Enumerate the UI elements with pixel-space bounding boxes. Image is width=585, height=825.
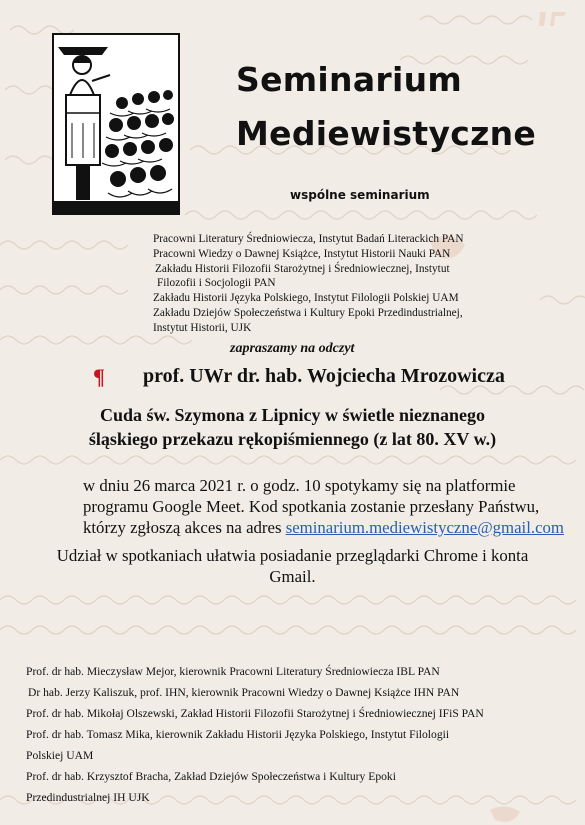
organizer-line: Przedindustrialnej IH UJK (26, 791, 150, 804)
meeting-info-line: programu Google Meet. Kod spotkania zostanie przesłany Państwu, (83, 497, 540, 516)
institution-line: Zakładu Historii Języka Polskiego, Instytut Filologii Polskiej UAM (153, 292, 459, 305)
organizer-line: Dr hab. Jerzy Kaliszuk, prof. IHN, kierownik Pracowni Wiedzy o Dawnej Książce IHN PAN (28, 686, 460, 699)
lecture-title-line: Cuda św. Szymona z Lipnicy w świetle nieznanego (99, 405, 486, 425)
lecture-title (0, 403, 585, 451)
access-note-line: Udział w spotkaniach ułatwia posiadanie przeglądarki Chrome i konta (56, 546, 529, 565)
institutions-list (153, 232, 533, 336)
pilcrow-icon: ¶ (93, 364, 105, 389)
access-note-line: Gmail. (269, 567, 316, 586)
email-link[interactable]: seminarium.mediewistyczne@gmail.com (285, 518, 564, 537)
organizer-line: Prof. dr hab. Krzysztof Bracha, Zakład Dziejów Społeczeństwa i Kultury Epoki (26, 770, 396, 783)
organizer-line: Polskiej UAM (26, 749, 94, 762)
institution-line: Zakładu Dziejów Społeczeństwa i Kultury Epoki Przedindustrialnej, (153, 306, 463, 319)
meeting-info-line (83, 517, 564, 538)
institution-line: Pracowni Wiedzy o Dawnej Książce, Instytut Historii Nauki PAN (153, 247, 451, 260)
page-title-line2: Mediewistyczne (236, 114, 537, 153)
organizers-list (26, 661, 484, 808)
meeting-info-line: w dniu 26 marca 2021 r. o godz. 10 spotykamy się na platformie (83, 476, 516, 495)
speaker-name: prof. UWr dr. hab. Wojciecha Mrozowicza (143, 365, 505, 387)
access-note (0, 545, 585, 587)
woodcut-preacher-illustration (52, 33, 180, 215)
institution-line: Instytut Historii, UJK (153, 321, 252, 334)
institution-line: Pracowni Literatury Średniowiecza, Instytut Badań Literackich PAN (153, 233, 464, 245)
invitation-text: zapraszamy na odczyt (230, 341, 355, 356)
meeting-info (83, 475, 564, 538)
page-title-line1: Seminarium (236, 60, 463, 99)
subtitle: wspólne seminarium (290, 188, 430, 202)
institution-line: Zakładu Historii Filozofii Starożytnej i Średniowiecznej, Instytut (155, 262, 450, 275)
lecture-title-line: śląskiego przekazu rękopiśmiennego (z lat 80. XV w.) (88, 429, 497, 449)
institution-line: Filozofii i Socjologii PAN (157, 277, 276, 290)
organizer-line: Prof. dr hab. Mieczysław Mejor, kierownik Pracowni Literatury Średniowiecza IBL PAN (26, 665, 440, 678)
organizer-line: Prof. dr hab. Mikołaj Olszewski, Zakład Historii Filozofii Starożytnej i Średniowiecznej IFiS PAN (26, 707, 484, 720)
meeting-info-prefix: którzy zgłoszą akces na adres (83, 518, 286, 537)
organizer-line: Prof. dr hab. Tomasz Mika, kierownik Zakładu Historii Języka Polskiego, Instytut Filologii (26, 728, 450, 741)
